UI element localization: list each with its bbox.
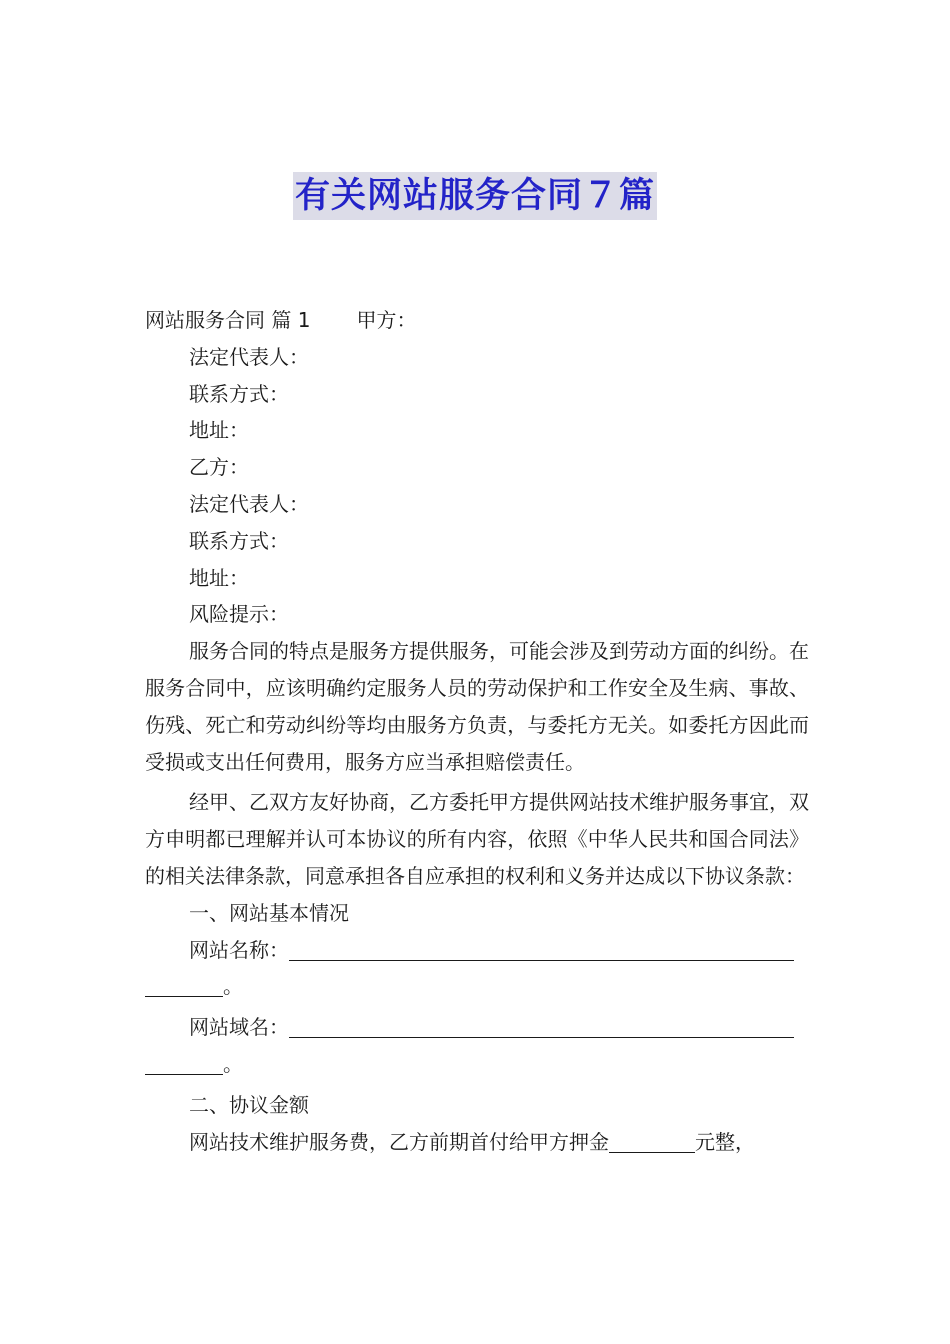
section2-heading: 二、协议金额 [189,1092,309,1117]
site-name-blank-cont [145,972,223,997]
party-a-contact: 联系方式： [189,381,289,406]
site-domain-label: 网站域名： [189,1015,289,1040]
fee-line [145,1124,809,1161]
party-b-representative: 法定代表人： [189,491,309,516]
site-name-end: 。 [223,974,243,999]
site-name-blank [289,936,794,961]
document-title: 有关网站服务合同７篇 [293,172,657,220]
site-domain-end: 。 [223,1051,243,1076]
party-a-address: 地址： [189,418,249,443]
site-name-label: 网站名称： [189,937,289,962]
site-name-continuation [145,968,809,1005]
party-b-contact: 联系方式： [189,528,289,553]
party-a-label: 甲方： [356,308,417,332]
contract-heading: 网站服务合同 篇 1 [145,308,311,332]
section1-heading: 一、网站基本情况 [189,900,349,925]
site-domain-blank [289,1013,794,1038]
document-body [145,302,809,1160]
fee-suffix: 元整， [695,1129,755,1154]
deposit-blank [609,1128,695,1153]
contract-heading-line [145,302,809,339]
risk-label: 风险提示： [189,602,289,627]
party-b-address: 地址： [189,565,249,590]
party-b-label: 乙方： [189,455,249,480]
risk-paragraph: 服务合同的特点是服务方提供服务，可能会涉及到劳动方面的纠纷。在服务合同中，应该明确约定服务人员的劳动保护和工作安全及生病、事故、伤残、死亡和劳动纠纷等均由服务方负责，与委托方无关。如委托方因此而受损或支出任何费用，服务方应当承担赔偿责任。 [145,639,809,774]
site-domain-continuation [145,1046,809,1083]
site-name-line [145,932,809,969]
agreement-paragraph: 经甲、乙双方友好协商，乙方委托甲方提供网站技术维护服务事宜，双方申明都已理解并认可本协议的所有内容，依照《中华人民共和国合同法》的相关法律条款，同意承担各自应承担的权利和义务并达成以下协议条款： [145,790,809,888]
fee-text: 网站技术维护服务费，乙方前期首付给甲方押金 [189,1129,609,1154]
site-domain-line [145,1009,809,1046]
party-a-representative: 法定代表人： [189,344,309,369]
title-container [0,172,950,220]
site-domain-blank-cont [145,1050,223,1075]
